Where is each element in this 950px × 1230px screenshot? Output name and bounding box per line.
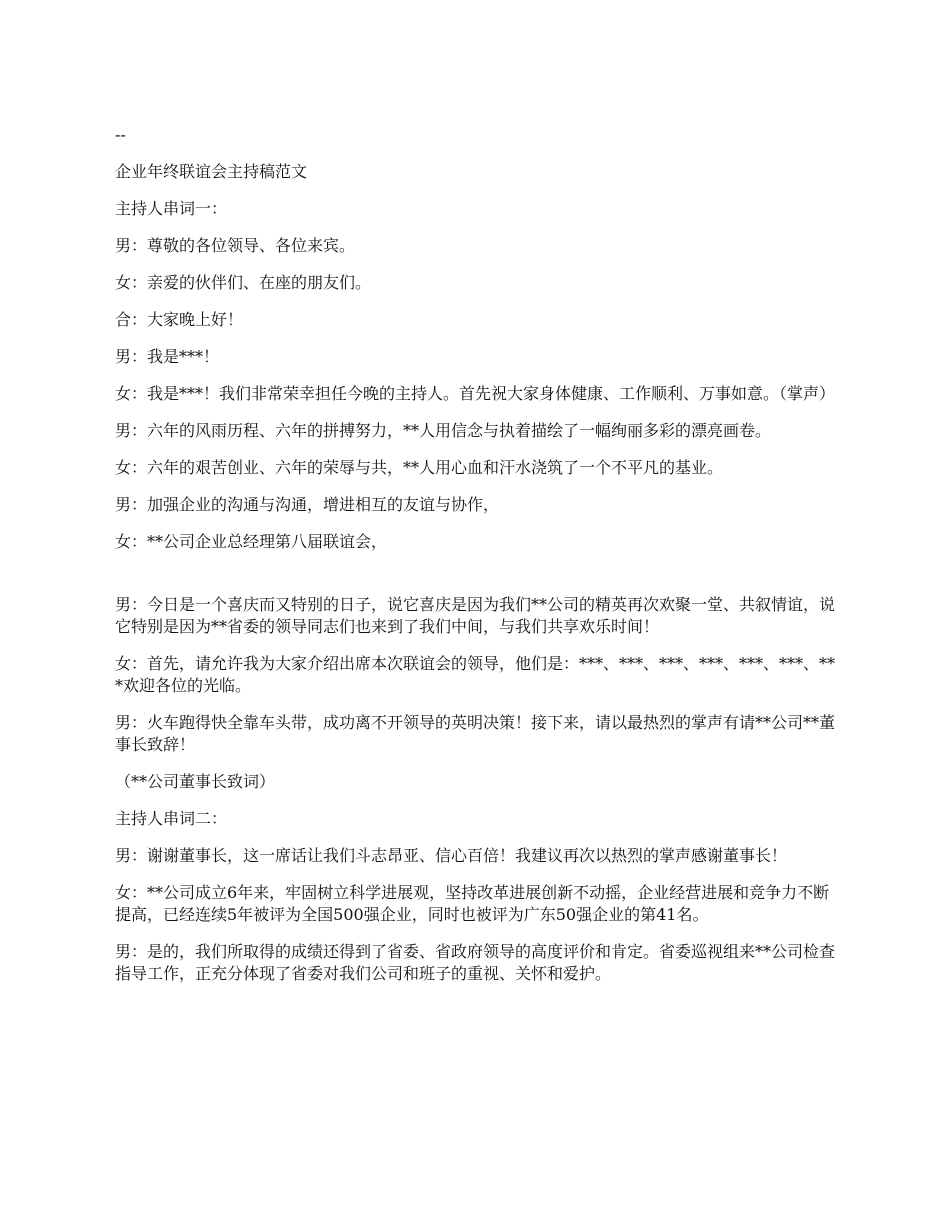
paragraph: 男：我是***！ [115, 347, 220, 366]
paragraph: 男：是的，我们所取得的成绩还得到了省委、省政府领导的高度评价和肯定。省委巡视组来**公司检查指导工作，正充分体现了省委对我们公司和班子的重视、关怀和爱护。 [115, 942, 836, 983]
separator-mark: -- [115, 125, 126, 144]
paragraph: 女：六年的艰苦创业、六年的荣辱与共，**人用心血和汗水浇筑了一个不平凡的基业。 [115, 458, 724, 477]
paragraph: 主持人串词一： [115, 199, 228, 218]
paragraph: 男：火车跑得快全靠车头带，成功离不开领导的英明决策！接下来，请以最热烈的掌声有请**公司**董事长致辞！ [115, 713, 836, 754]
paragraph: 主持人串词二： [115, 809, 228, 828]
paragraph: 女：亲爱的伙伴们、在座的朋友们。 [115, 273, 372, 292]
paragraph: 女：我是***！我们非常荣幸担任今晚的主持人。首先祝大家身体健康、工作顺利、万事如意。（掌声） [115, 384, 836, 403]
paragraph: 合：大家晚上好！ [115, 310, 244, 329]
paragraph: （**公司董事长致词） [115, 772, 276, 791]
paragraph: 男：谢谢董事长，这一席话让我们斗志昂亚、信心百倍！我建议再次以热烈的掌声感谢董事长！ [115, 846, 788, 865]
document-page [115, 124, 835, 1000]
section-gap [115, 568, 835, 594]
paragraph: 男：六年的风雨历程、六年的拼搏努力，**人用信念与执着描绘了一幅绚丽多彩的漂亮画卷。 [115, 421, 772, 440]
paragraph: 女：首先，请允许我为大家介绍出席本次联谊会的领导，他们是：***、***、***、***、***、***、***欢迎各位的光临。 [115, 654, 836, 695]
paragraph: 男：加强企业的沟通与沟通，增进相互的友谊与协作， [115, 495, 500, 514]
paragraph: 男：尊敬的各位领导、各位来宾。 [115, 236, 356, 255]
paragraph: 男：今日是一个喜庆而又特别的日子，说它喜庆是因为我们**公司的精英再次欢聚一堂、共叙情谊，说它特别是因为**省委的领导同志们也来到了我们中间，与我们共享欢乐时间！ [115, 595, 836, 636]
paragraph: 女：**公司企业总经理第八届联谊会， [115, 532, 388, 551]
document-title: 企业年终联谊会主持稿范文 [115, 162, 308, 181]
paragraph: 女：**公司成立6年来，牢固树立科学进展观，坚持改革进展创新不动摇，企业经营进展和竞争力不断提高，已经连续5年被评为全国500强企业，同时也被评为广东50强企业的第41名。 [115, 883, 830, 924]
